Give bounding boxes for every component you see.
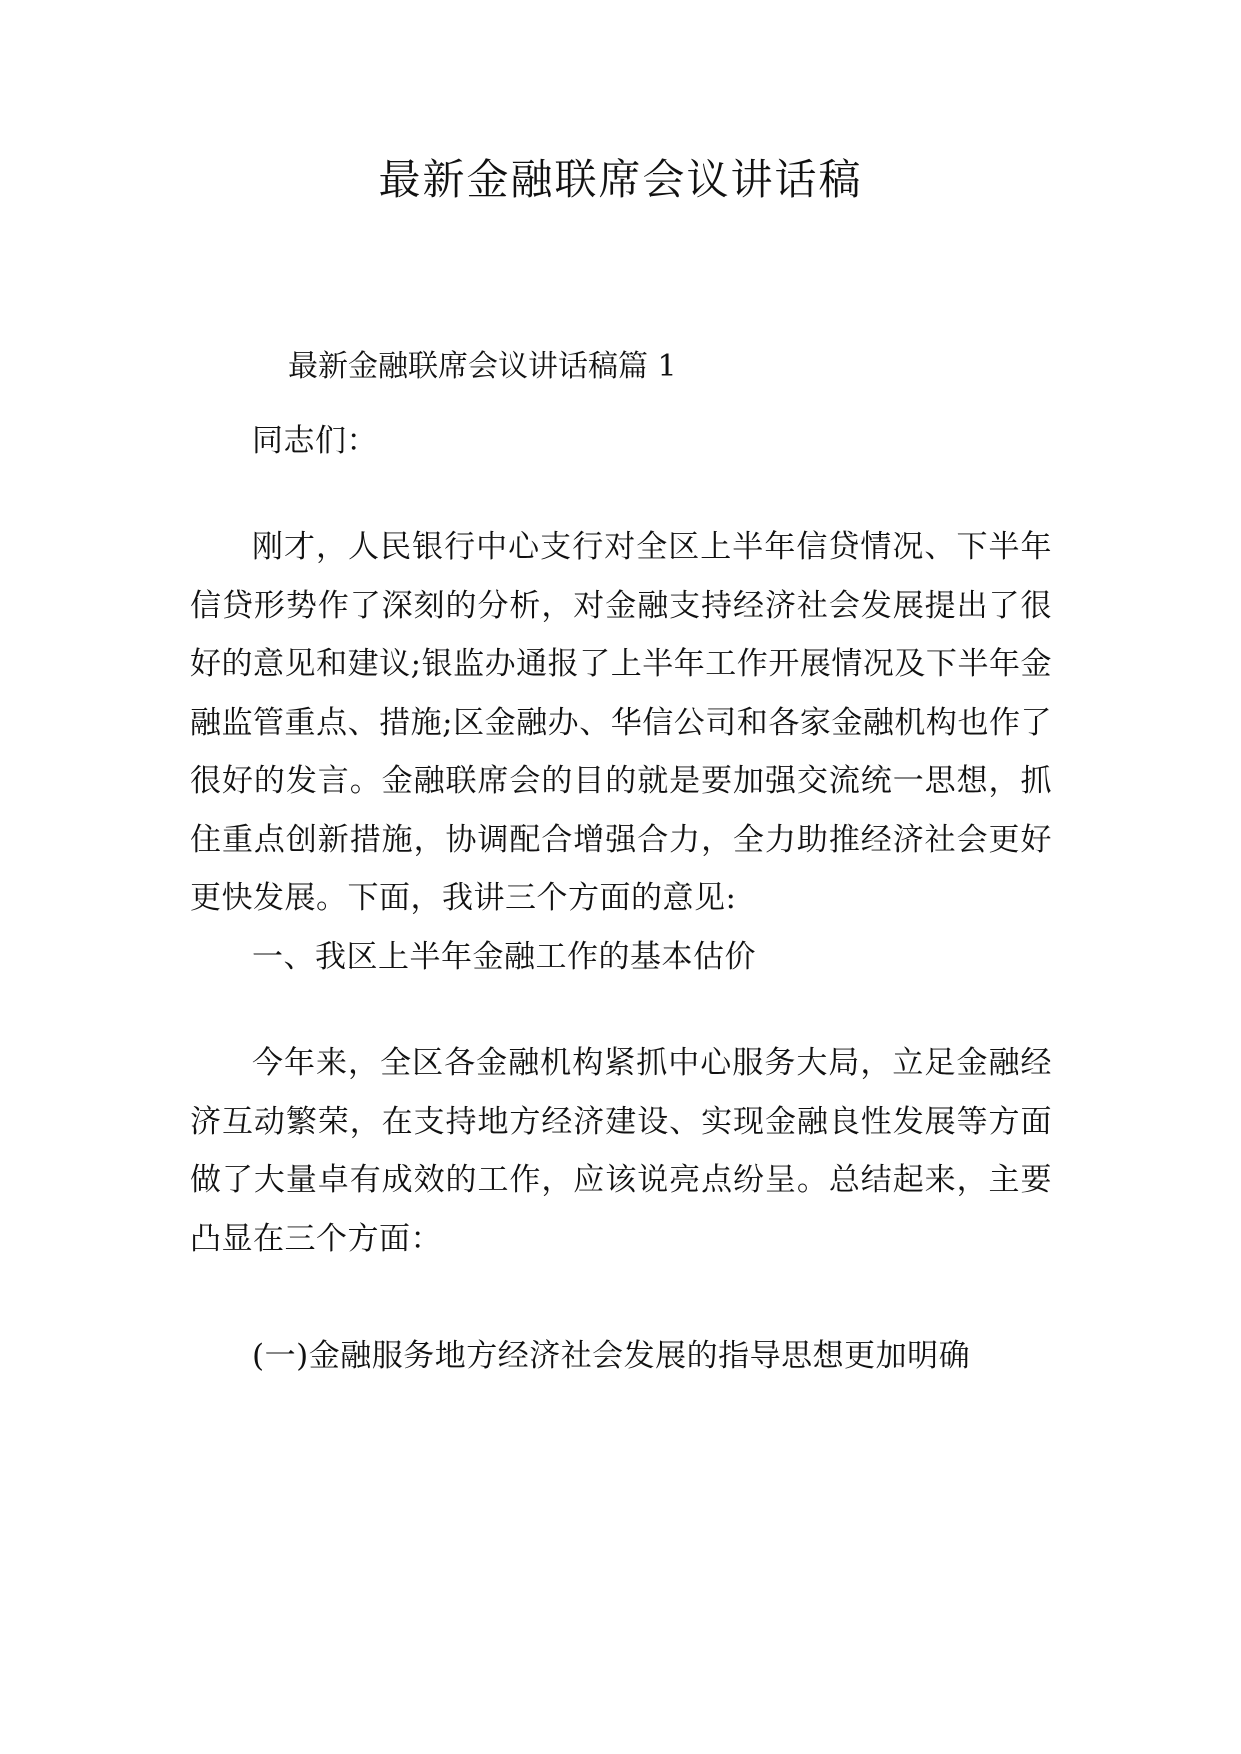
section-subtitle: 最新金融联席会议讲话稿篇 1 (288, 349, 677, 384)
paragraph-1: 刚才，人民银行中心支行对全区上半年信贷情况、下半年信贷形势作了深刻的分析，对金融支持经济社会发展提出了很好的意见和建议;银监办通报了上半年工作开展情况及下半年金融监管重点、措施;区金融办、华信公司和各家金融机构也作了很好的发言。金融联席会的目的就是要加强交流统一思想，抓住重点创新措施，协调配合增强合力，全力助推经济社会更好更快发展。下面，我讲三个方面的意见: (190, 529, 1052, 916)
greeting: 同志们： (252, 423, 378, 459)
document-title: 最新金融联席会议讲话稿 (378, 155, 863, 204)
heading-1: 一、我区上半年金融工作的基本估价 (252, 939, 756, 975)
subheading-1: (一)金融服务地方经济社会发展的指导思想更加明确 (252, 1338, 971, 1374)
paragraph-2: 今年来，全区各金融机构紧抓中心服务大局，立足金融经济互动繁荣，在支持地方经济建设、实现金融良性发展等方面做了大量卓有成效的工作，应该说亮点纷呈。总结起来，主要凸显在三个方面： (190, 1045, 1052, 1257)
